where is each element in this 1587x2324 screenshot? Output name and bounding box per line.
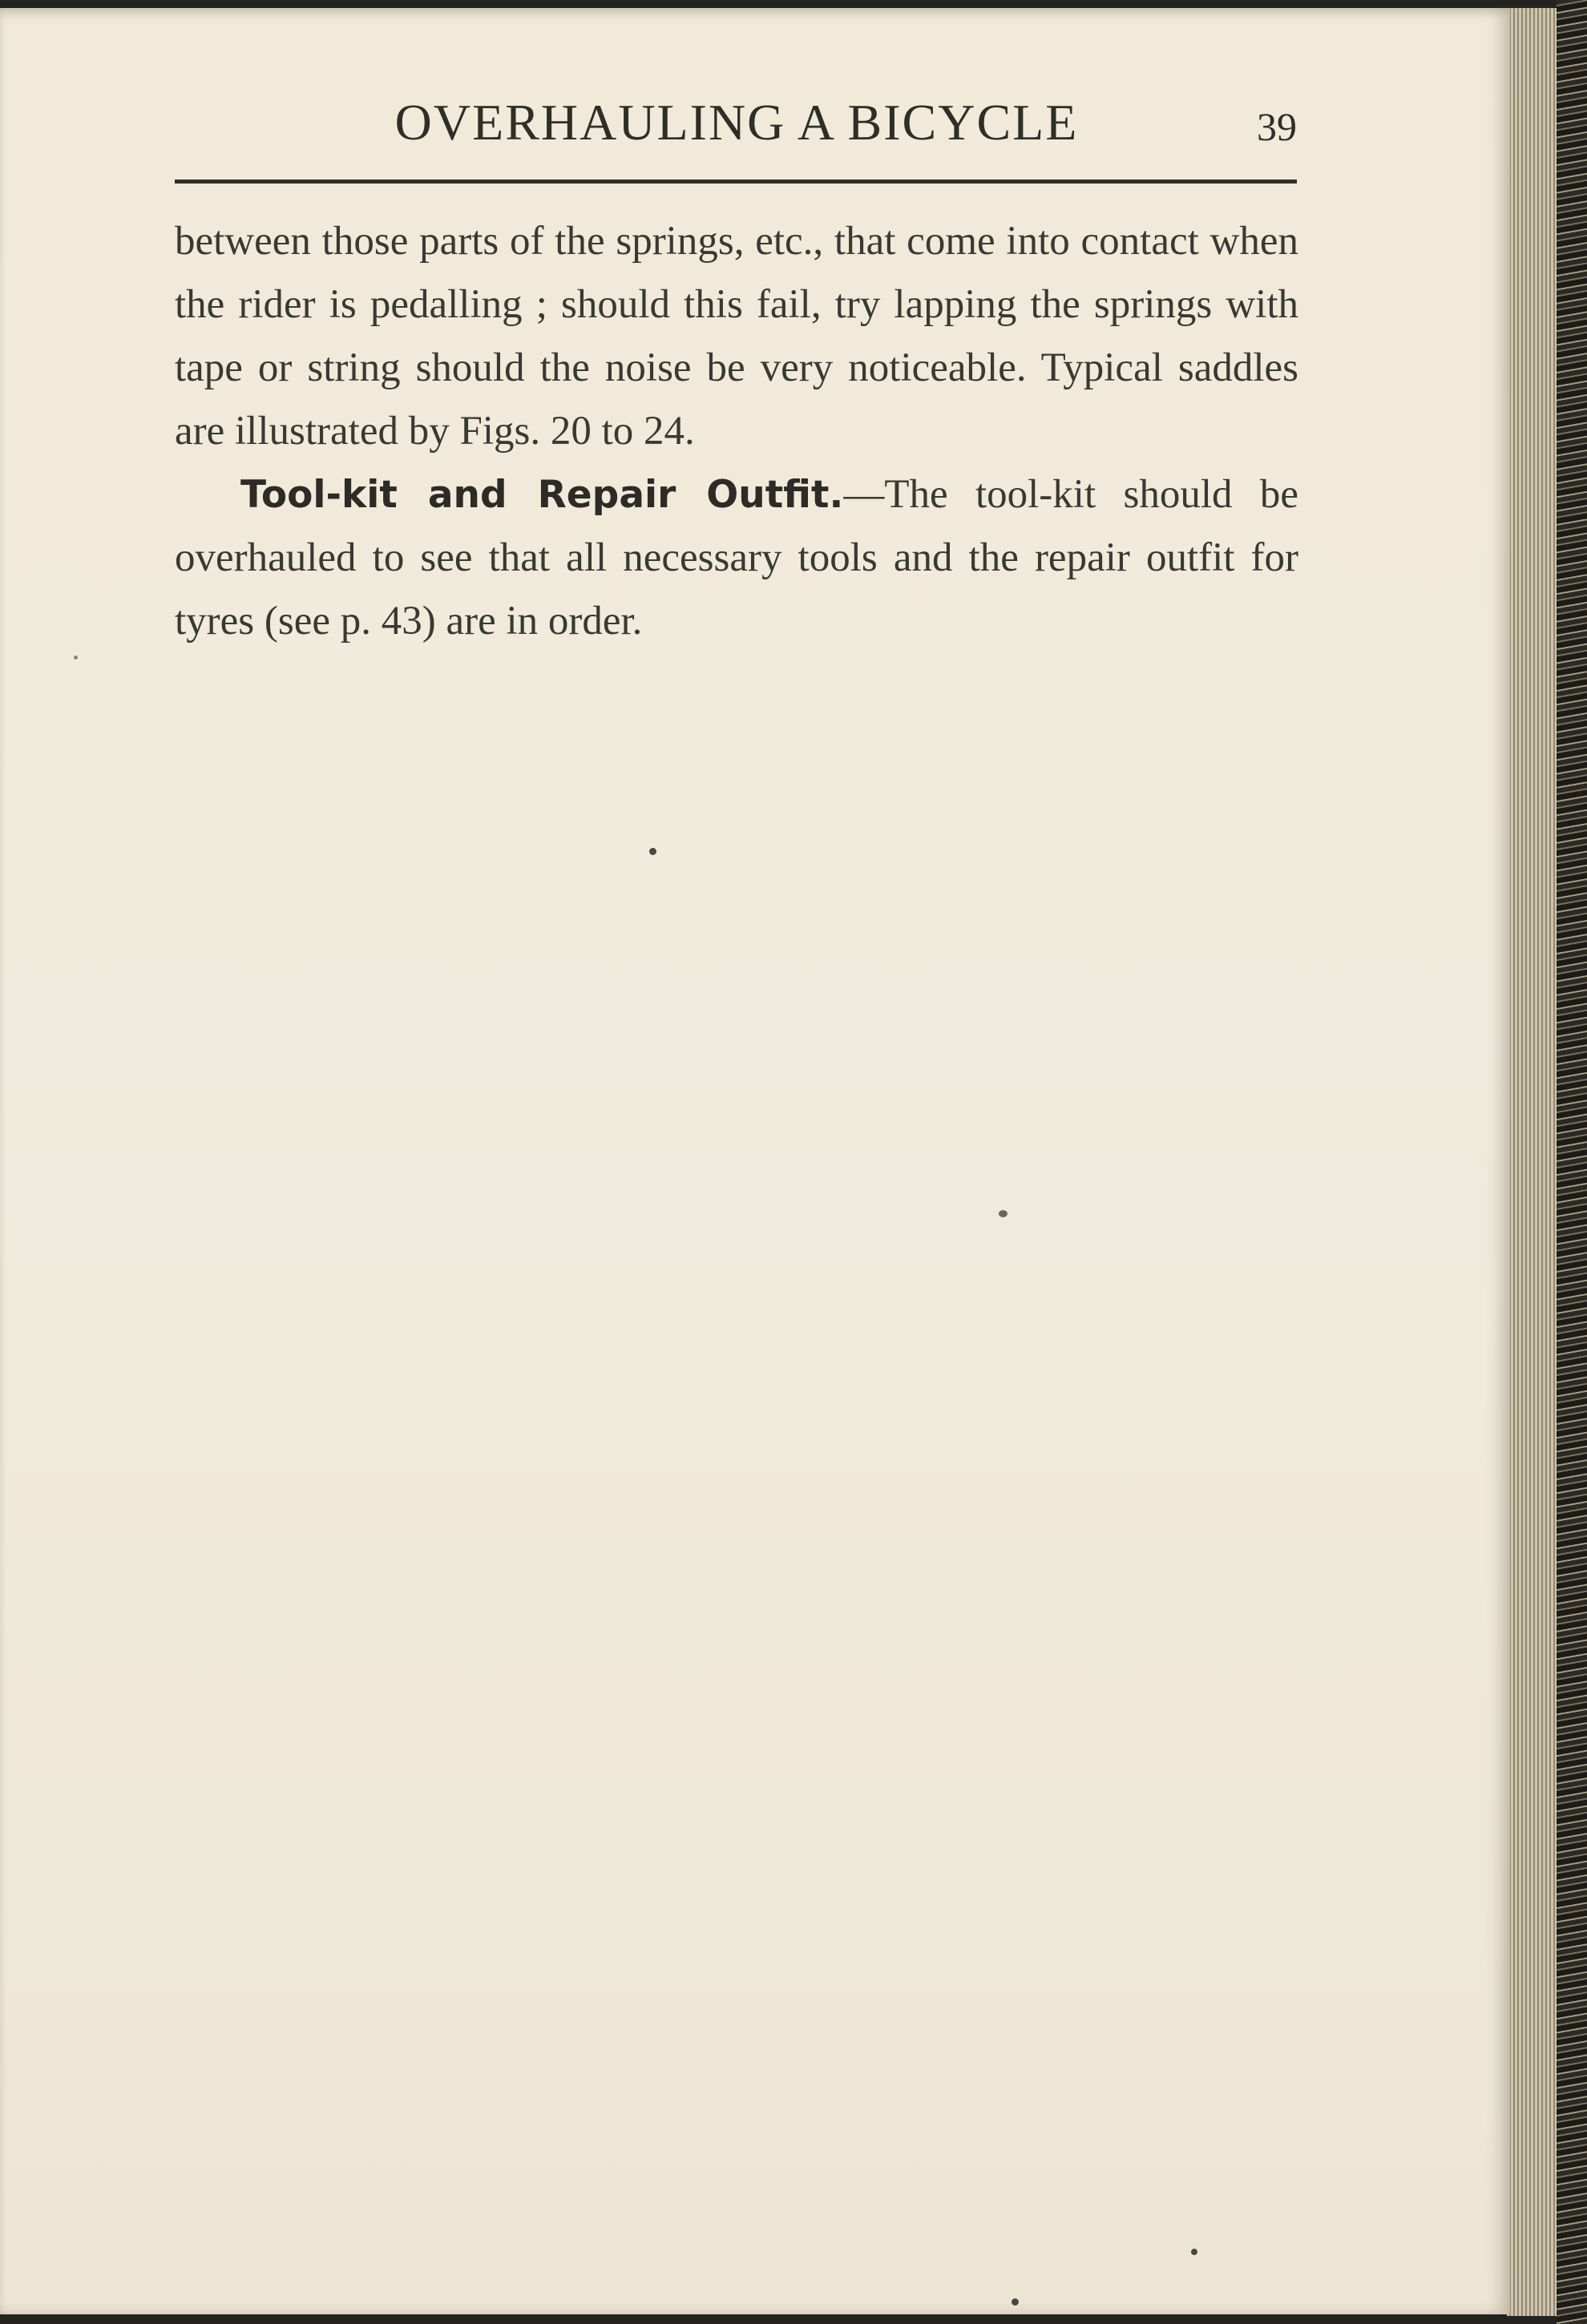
em-dash: — xyxy=(843,472,885,517)
paper-speck xyxy=(999,1210,1008,1217)
book-cover-edge xyxy=(1557,0,1587,2324)
run-in-heading: Tool-kit and Repair Outfit. xyxy=(240,473,844,517)
header-rule xyxy=(175,180,1297,184)
paragraph xyxy=(175,463,1298,653)
paper-speck xyxy=(1191,2249,1197,2255)
page-number: 39 xyxy=(1257,104,1297,149)
body-text xyxy=(175,210,1298,653)
page-header xyxy=(176,87,1297,159)
paragraph-text: The tool-kit should be overhauled to see that all necessary tools and the repair outfit for tyres (see p. 43) are in order. xyxy=(175,472,1298,644)
book-page xyxy=(0,8,1510,2314)
paper-speck xyxy=(649,848,656,855)
paragraph: between those parts of the springs, etc., that come into contact when the rider is pedalling ; should this fail, try lapping the springs with tape or string should the noise be very noticeable. Typical saddles are illustrated by Figs. 20 to 24. xyxy=(175,219,1298,454)
page-edges xyxy=(1507,8,1557,2316)
running-head: OVERHAULING A BICYCLE xyxy=(394,94,1079,151)
paper-speck xyxy=(74,656,78,660)
paper-speck xyxy=(1012,2298,1019,2306)
